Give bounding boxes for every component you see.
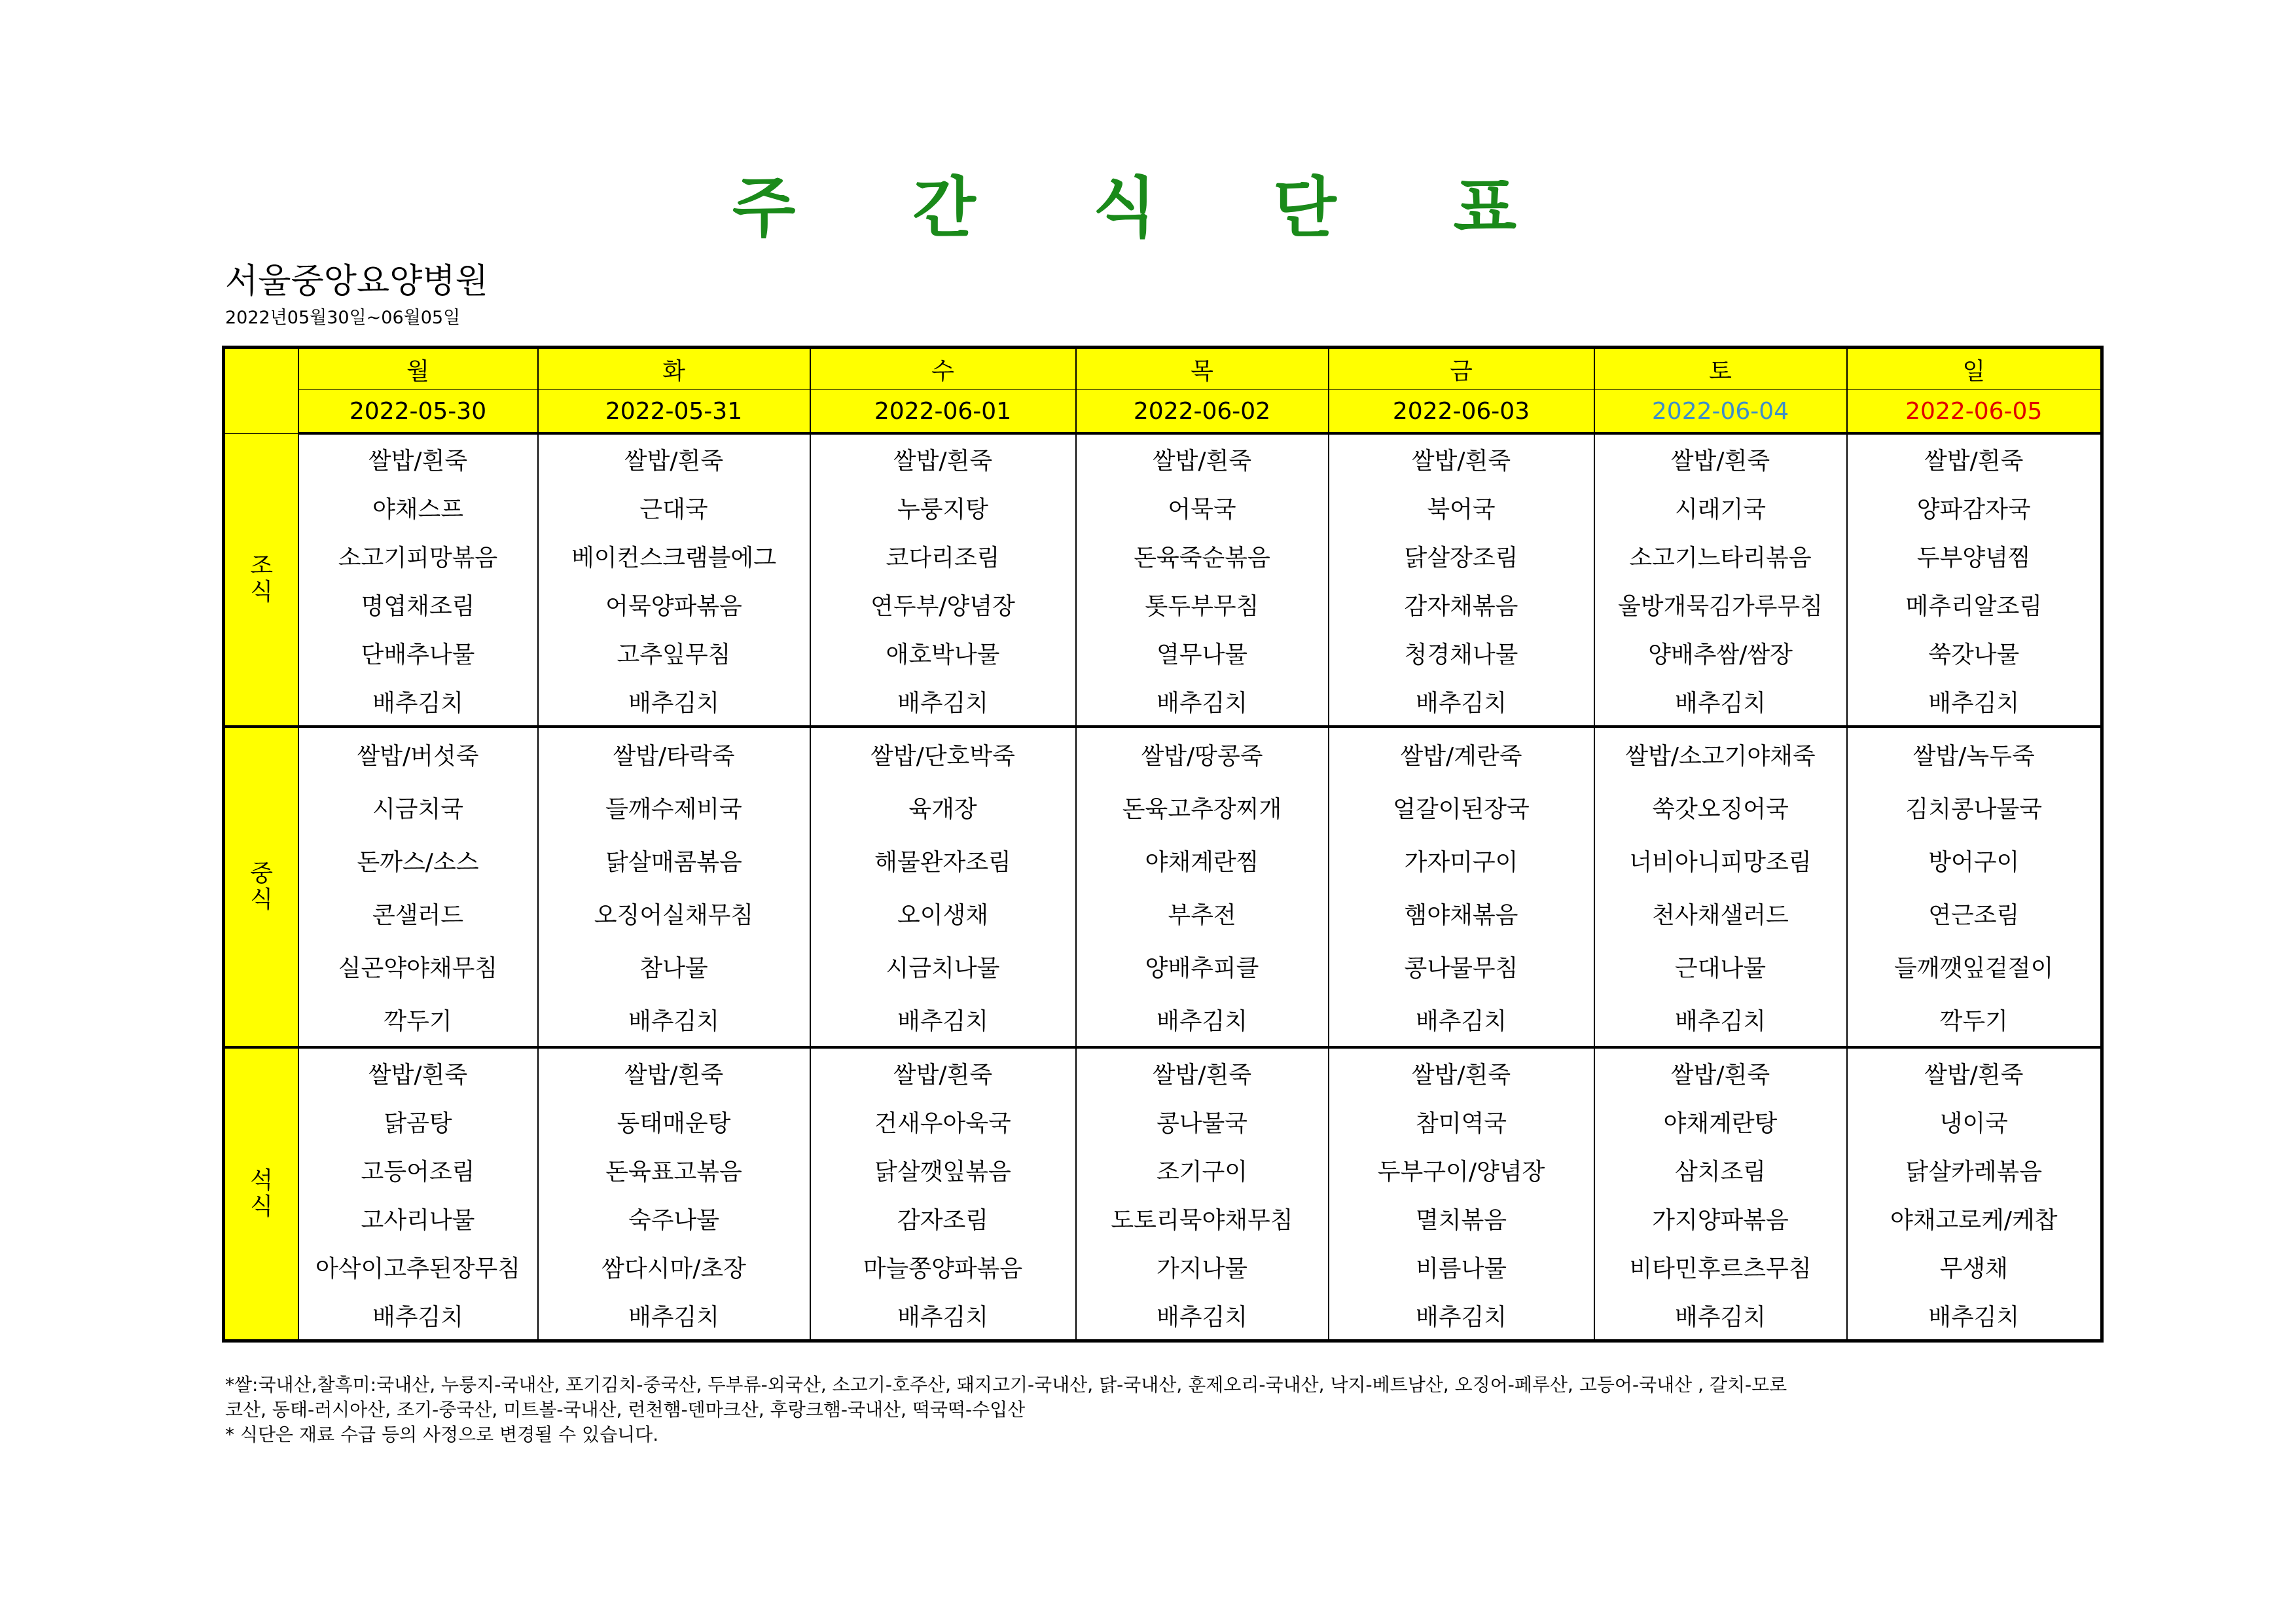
day-header: 목 bbox=[1076, 348, 1329, 390]
corner-cell bbox=[224, 348, 298, 434]
date-header: 2022-06-05 bbox=[1847, 390, 2102, 434]
menu-item: 배추김치 bbox=[1076, 1291, 1329, 1341]
menu-item: 실곤약야채무침 bbox=[298, 940, 538, 993]
menu-item: 양배추쌈/쌈장 bbox=[1594, 628, 1847, 677]
menu-item: 배추김치 bbox=[1076, 993, 1329, 1047]
menu-item: 쌀밥/흰죽 bbox=[1847, 1047, 2102, 1097]
menu-item: 배추김치 bbox=[810, 993, 1076, 1047]
menu-item: 쌀밥/흰죽 bbox=[298, 1047, 538, 1097]
menu-item: 쌀밥/흰죽 bbox=[538, 1047, 810, 1097]
menu-item: 숙주나물 bbox=[538, 1194, 810, 1242]
menu-item: 명엽채조림 bbox=[298, 580, 538, 628]
menu-item: 비름나물 bbox=[1329, 1242, 1594, 1291]
meal-row bbox=[224, 834, 2102, 887]
menu-item: 양배추피클 bbox=[1076, 940, 1329, 993]
menu-item: 쌀밥/흰죽 bbox=[1076, 1047, 1329, 1097]
menu-item: 쌀밥/버섯죽 bbox=[298, 727, 538, 781]
menu-item: 단배추나물 bbox=[298, 628, 538, 677]
menu-item: 감자채볶음 bbox=[1329, 580, 1594, 628]
menu-item: 고추잎무침 bbox=[538, 628, 810, 677]
meal-row bbox=[224, 1242, 2102, 1291]
menu-item: 돈육표고볶음 bbox=[538, 1146, 810, 1194]
menu-item: 쌀밥/흰죽 bbox=[1594, 1047, 1847, 1097]
menu-item: 쑥갓나물 bbox=[1847, 628, 2102, 677]
menu-item: 청경채나물 bbox=[1329, 628, 1594, 677]
menu-item: 쌀밥/흰죽 bbox=[538, 433, 810, 483]
menu-item: 배추김치 bbox=[1329, 677, 1594, 727]
menu-item: 쌀밥/흰죽 bbox=[1329, 433, 1594, 483]
menu-item: 오징어실채무침 bbox=[538, 887, 810, 940]
menu-item: 코다리조림 bbox=[810, 532, 1076, 580]
menu-item: 연두부/양념장 bbox=[810, 580, 1076, 628]
date-header: 2022-06-03 bbox=[1329, 390, 1594, 434]
day-header: 금 bbox=[1329, 348, 1594, 390]
note-change-notice: * 식단은 재료 수급 등의 사정으로 변경될 수 있습니다. bbox=[225, 1424, 659, 1445]
menu-item: 소고기피망볶음 bbox=[298, 532, 538, 580]
menu-item: 소고기느타리볶음 bbox=[1594, 532, 1847, 580]
menu-item: 돈육고추장찌개 bbox=[1076, 781, 1329, 834]
day-header: 화 bbox=[538, 348, 810, 390]
meal-row bbox=[224, 1291, 2102, 1341]
menu-item: 쌀밥/흰죽 bbox=[1847, 433, 2102, 483]
meal-row bbox=[224, 677, 2102, 727]
menu-item: 쌀밥/땅콩죽 bbox=[1076, 727, 1329, 781]
date-header: 2022-05-30 bbox=[298, 390, 538, 434]
meal-row bbox=[224, 628, 2102, 677]
menu-item: 김치콩나물국 bbox=[1847, 781, 2102, 834]
date-header: 2022-06-01 bbox=[810, 390, 1076, 434]
menu-item: 두부양념찜 bbox=[1847, 532, 2102, 580]
menu-item: 배추김치 bbox=[1076, 677, 1329, 727]
menu-item: 고등어조림 bbox=[298, 1146, 538, 1194]
meal-label bbox=[224, 727, 298, 1047]
date-header: 2022-06-04 bbox=[1594, 390, 1847, 434]
menu-item: 오이생채 bbox=[810, 887, 1076, 940]
menu-item: 콘샐러드 bbox=[298, 887, 538, 940]
menu-item: 가지나물 bbox=[1076, 1242, 1329, 1291]
menu-item: 도토리묵야채무침 bbox=[1076, 1194, 1329, 1242]
menu-item: 어묵국 bbox=[1076, 483, 1329, 532]
hospital-name: 서울중앙요양병원 bbox=[225, 262, 488, 301]
menu-item: 닭살장조림 bbox=[1329, 532, 1594, 580]
menu-item: 시금치나물 bbox=[810, 940, 1076, 993]
menu-item: 톳두부무침 bbox=[1076, 580, 1329, 628]
menu-item: 너비아니피망조림 bbox=[1594, 834, 1847, 887]
menu-item: 가자미구이 bbox=[1329, 834, 1594, 887]
menu-item: 쌀밥/타락죽 bbox=[538, 727, 810, 781]
meal-row bbox=[224, 483, 2102, 532]
date-header: 2022-05-31 bbox=[538, 390, 810, 434]
menu-item: 메추리알조림 bbox=[1847, 580, 2102, 628]
meal-row bbox=[224, 433, 2102, 483]
menu-item: 야채계란찜 bbox=[1076, 834, 1329, 887]
meal-label bbox=[224, 1047, 298, 1341]
meal-row bbox=[224, 1047, 2102, 1097]
menu-item: 냉이국 bbox=[1847, 1097, 2102, 1146]
menu-item: 열무나물 bbox=[1076, 628, 1329, 677]
menu-item: 쌀밥/소고기야채죽 bbox=[1594, 727, 1847, 781]
menu-item: 참나물 bbox=[538, 940, 810, 993]
menu-item: 배추김치 bbox=[298, 1291, 538, 1341]
menu-item: 배추김치 bbox=[1329, 1291, 1594, 1341]
menu-item: 시래기국 bbox=[1594, 483, 1847, 532]
menu-item: 부추전 bbox=[1076, 887, 1329, 940]
menu-item: 쌀밥/단호박죽 bbox=[810, 727, 1076, 781]
weekly-menu-table bbox=[222, 346, 2104, 1343]
menu-item: 쌀밥/흰죽 bbox=[1076, 433, 1329, 483]
menu-item: 쌈다시마/초장 bbox=[538, 1242, 810, 1291]
menu-item: 돈까스/소스 bbox=[298, 834, 538, 887]
menu-item: 쌀밥/흰죽 bbox=[298, 433, 538, 483]
menu-item: 배추김치 bbox=[1594, 1291, 1847, 1341]
meal-row bbox=[224, 580, 2102, 628]
menu-item: 배추김치 bbox=[810, 677, 1076, 727]
menu-item: 쌀밥/흰죽 bbox=[810, 433, 1076, 483]
note-origin-line-1: *쌀:국내산,찰흑미:국내산, 누룽지-국내산, 포기김치-중국산, 두부류-외국산, 소고기-호주산, 돼지고기-국내산, 닭-국내산, 훈제오리-국내산, 낙지-베트남산, 오징어-페루산, 고등어-국내산 , 갈치-모로 bbox=[225, 1374, 1787, 1396]
day-header: 수 bbox=[810, 348, 1076, 390]
menu-item: 울방개묵김가루무침 bbox=[1594, 580, 1847, 628]
meal-row bbox=[224, 993, 2102, 1047]
menu-item: 양파감자국 bbox=[1847, 483, 2102, 532]
menu-item: 감자조림 bbox=[810, 1194, 1076, 1242]
menu-item: 닭살매콤볶음 bbox=[538, 834, 810, 887]
meal-row bbox=[224, 532, 2102, 580]
menu-item: 닭살깻잎볶음 bbox=[810, 1146, 1076, 1194]
menu-item: 비타민후르츠무침 bbox=[1594, 1242, 1847, 1291]
day-header: 토 bbox=[1594, 348, 1847, 390]
menu-item: 쌀밥/녹두죽 bbox=[1847, 727, 2102, 781]
menu-item: 야채계란탕 bbox=[1594, 1097, 1847, 1146]
meal-row bbox=[224, 781, 2102, 834]
menu-item: 들깨깻잎겉절이 bbox=[1847, 940, 2102, 993]
menu-item: 콩나물무침 bbox=[1329, 940, 1594, 993]
meal-row bbox=[224, 887, 2102, 940]
menu-item: 배추김치 bbox=[1847, 1291, 2102, 1341]
meal-row bbox=[224, 940, 2102, 993]
menu-item: 연근조림 bbox=[1847, 887, 2102, 940]
menu-item: 어묵양파볶음 bbox=[538, 580, 810, 628]
menu-item: 삼치조림 bbox=[1594, 1146, 1847, 1194]
menu-item: 조기구이 bbox=[1076, 1146, 1329, 1194]
meal-row bbox=[224, 1146, 2102, 1194]
menu-item: 고사리나물 bbox=[298, 1194, 538, 1242]
menu-item: 콩나물국 bbox=[1076, 1097, 1329, 1146]
menu-item: 얼갈이된장국 bbox=[1329, 781, 1594, 834]
menu-item: 두부구이/양념장 bbox=[1329, 1146, 1594, 1194]
day-header: 월 bbox=[298, 348, 538, 390]
menu-item: 누룽지탕 bbox=[810, 483, 1076, 532]
menu-item: 아삭이고추된장무침 bbox=[298, 1242, 538, 1291]
page-title: 주 간 식 단 표 bbox=[732, 170, 1564, 246]
menu-item: 쌀밥/흰죽 bbox=[1594, 433, 1847, 483]
menu-item: 쌀밥/계란죽 bbox=[1329, 727, 1594, 781]
menu-item: 가지양파볶음 bbox=[1594, 1194, 1847, 1242]
meal-row bbox=[224, 1097, 2102, 1146]
menu-item: 천사채샐러드 bbox=[1594, 887, 1847, 940]
meal-label bbox=[224, 433, 298, 727]
menu-item: 깍두기 bbox=[1847, 993, 2102, 1047]
menu-item: 쌀밥/흰죽 bbox=[1329, 1047, 1594, 1097]
menu-item: 배추김치 bbox=[538, 1291, 810, 1341]
menu-item: 닭살카레볶음 bbox=[1847, 1146, 2102, 1194]
menu-item: 쌀밥/흰죽 bbox=[810, 1047, 1076, 1097]
menu-item: 야채고로케/케찹 bbox=[1847, 1194, 2102, 1242]
day-header: 일 bbox=[1847, 348, 2102, 390]
menu-item: 배추김치 bbox=[1847, 677, 2102, 727]
menu-item: 근대국 bbox=[538, 483, 810, 532]
notes bbox=[225, 1373, 1787, 1447]
menu-item: 배추김치 bbox=[1594, 677, 1847, 727]
note-origin-line-2: 코산, 동태-러시아산, 조기-중국산, 미트볼-국내산, 런천햄-덴마크산, 후랑크햄-국내산, 떡국떡-수입산 bbox=[225, 1399, 1026, 1420]
meal-row bbox=[224, 1194, 2102, 1242]
menu-item: 배추김치 bbox=[298, 677, 538, 727]
menu-item: 배추김치 bbox=[538, 993, 810, 1047]
menu-item: 시금치국 bbox=[298, 781, 538, 834]
menu-period: 2022년05월30일~06월05일 bbox=[225, 308, 461, 328]
menu-item: 닭곰탕 bbox=[298, 1097, 538, 1146]
menu-item: 햄야채볶음 bbox=[1329, 887, 1594, 940]
menu-item: 야채스프 bbox=[298, 483, 538, 532]
menu-item: 배추김치 bbox=[810, 1291, 1076, 1341]
menu-item: 배추김치 bbox=[1329, 993, 1594, 1047]
menu-item: 동태매운탕 bbox=[538, 1097, 810, 1146]
menu-item: 들깨수제비국 bbox=[538, 781, 810, 834]
menu-item: 무생채 bbox=[1847, 1242, 2102, 1291]
menu-item: 참미역국 bbox=[1329, 1097, 1594, 1146]
menu-item: 배추김치 bbox=[538, 677, 810, 727]
menu-item: 건새우아욱국 bbox=[810, 1097, 1076, 1146]
menu-item: 애호박나물 bbox=[810, 628, 1076, 677]
meal-label-text: 중식 bbox=[250, 860, 274, 913]
menu-item: 쑥갓오징어국 bbox=[1594, 781, 1847, 834]
menu-item: 육개장 bbox=[810, 781, 1076, 834]
date-header-row bbox=[224, 390, 2102, 434]
day-header-row bbox=[224, 348, 2102, 390]
menu-item: 베이컨스크램블에그 bbox=[538, 532, 810, 580]
meal-label-text: 석식 bbox=[250, 1167, 274, 1220]
menu-item: 방어구이 bbox=[1847, 834, 2102, 887]
meal-label-text: 조식 bbox=[250, 552, 274, 606]
menu-item: 배추김치 bbox=[1594, 993, 1847, 1047]
menu-item: 해물완자조림 bbox=[810, 834, 1076, 887]
menu-item: 마늘쫑양파볶음 bbox=[810, 1242, 1076, 1291]
menu-item: 깍두기 bbox=[298, 993, 538, 1047]
menu-item: 북어국 bbox=[1329, 483, 1594, 532]
date-header: 2022-06-02 bbox=[1076, 390, 1329, 434]
menu-item: 돈육죽순볶음 bbox=[1076, 532, 1329, 580]
meal-row bbox=[224, 727, 2102, 781]
menu-item: 멸치볶음 bbox=[1329, 1194, 1594, 1242]
menu-item: 근대나물 bbox=[1594, 940, 1847, 993]
